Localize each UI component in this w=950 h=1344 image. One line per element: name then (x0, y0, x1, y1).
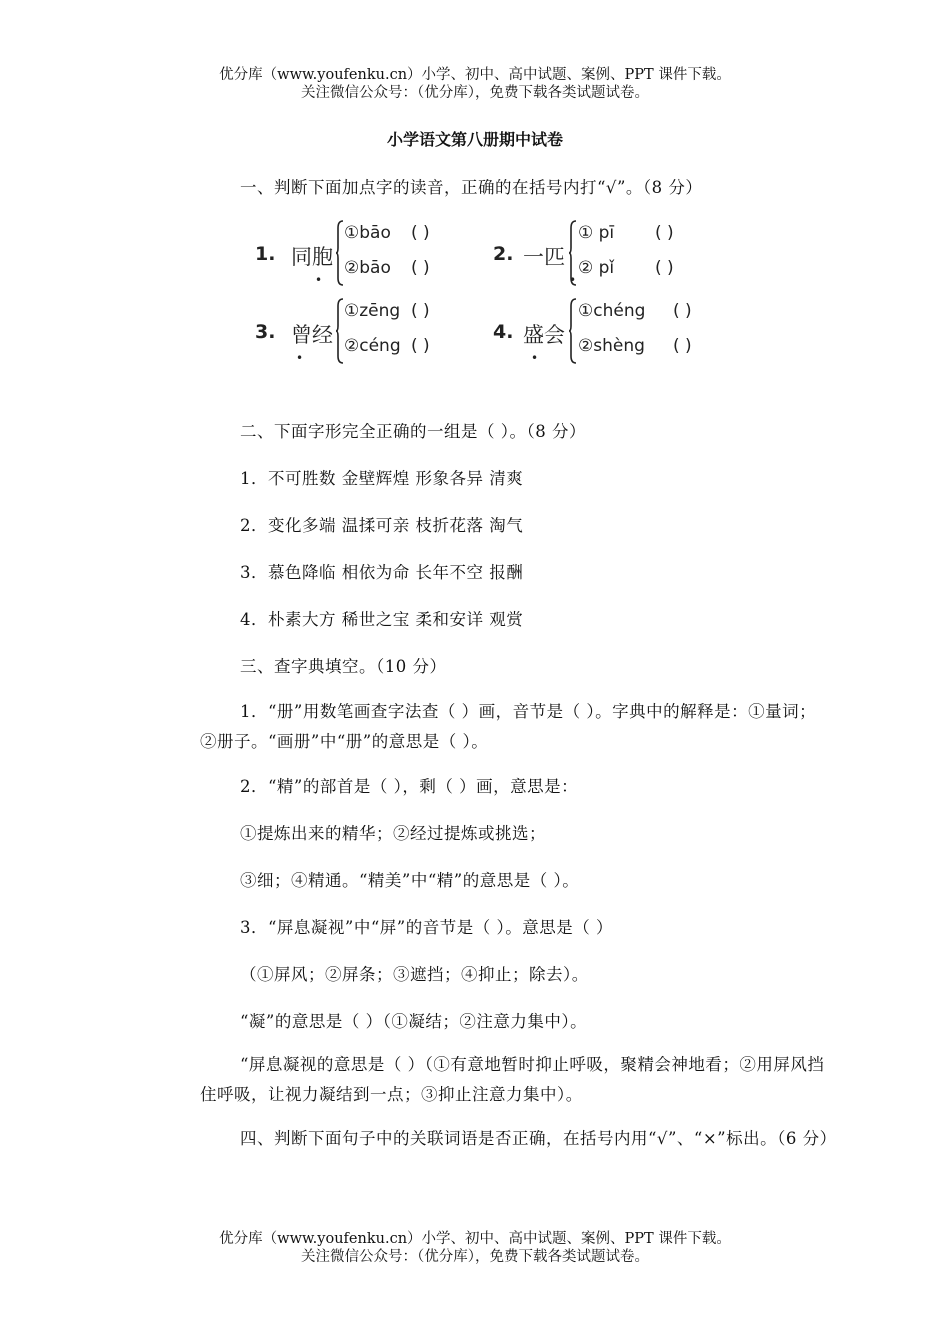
section3-question-1: 1．“册”用数笔画查字法查（ ）画，音节是（ ）。字典中的解释是：①量词；②册子。“画册”中“册”的意思是（ ）。 (200, 702, 817, 751)
item-number: 4. (493, 321, 514, 343)
page-title: 小学语文第八册期中试卷 (386, 130, 563, 149)
item-number: 3. (255, 321, 276, 343)
item-word: 同胞 (291, 245, 333, 269)
answer-blank: ( ) (655, 223, 674, 243)
answer-blank: ( ) (411, 223, 430, 243)
section3-heading: 三、查字典填空。（10 分） (240, 657, 447, 676)
emphasis-dot: • (569, 273, 577, 287)
section3-q3-options: （①屏风；②屏条；③遮挡；④抑止；除去）。 (240, 965, 589, 984)
section2-option-3: 3．慕色降临 相依为命 长年不空 报酬 (240, 563, 524, 582)
option-2: ②bāo (344, 258, 391, 278)
pinyin-item-3 (245, 298, 475, 368)
answer-blank: ( ) (673, 301, 692, 321)
emphasis-dot: • (531, 351, 539, 365)
option-1: ①chéng (578, 301, 646, 321)
emphasis-dot: • (296, 351, 304, 365)
header-line-1: 优分库（www.youfenku.cn）小学、初中、高中试题、案例、PPT 课件下载。 (219, 67, 731, 83)
section3-q2-options-b: ③细；④精通。“精美”中“精”的意思是（ ）。 (240, 871, 580, 890)
answer-blank: ( ) (655, 258, 674, 278)
item-word: 一匹 (523, 245, 565, 269)
item-number: 1. (255, 243, 276, 265)
brace-icon (569, 298, 577, 364)
option-2: ②céng (344, 336, 401, 356)
page-footer (0, 1230, 950, 1266)
item-word: 盛会 (523, 323, 565, 347)
section3-question-3: 3．“屏息凝视”中“屏”的音节是（ ）。意思是（ ） (240, 918, 613, 937)
answer-blank: ( ) (411, 336, 430, 356)
item-number: 2. (493, 243, 514, 265)
brace-icon (336, 220, 344, 286)
footer-line-1: 优分库（www.youfenku.cn）小学、初中、高中试题、案例、PPT 课件下载。 (219, 1231, 731, 1247)
page-header (0, 66, 950, 102)
option-1: ①bāo (344, 223, 391, 243)
section3-question-2: 2．“精”的部首是（ ），剩（ ）画，意思是： (240, 777, 579, 796)
section4-heading: 四、判断下面句子中的关联词语是否正确，在括号内用“√”、“×”标出。（6 分） (240, 1129, 837, 1148)
section1-heading: 一、判断下面加点字的读音，正确的在括号内打“√”。（8 分） (240, 178, 703, 197)
emphasis-dot: • (315, 273, 323, 287)
pinyin-item-1 (245, 220, 475, 290)
answer-blank: ( ) (673, 336, 692, 356)
section2-option-4: 4．朴素大方 稀世之宝 柔和安详 观赏 (240, 610, 524, 629)
section2-heading: 二、下面字形完全正确的一组是（ ）。（8 分） (240, 422, 586, 441)
footer-line-2: 关注微信公众号：（优分库），免费下载各类试题试卷。 (301, 1249, 649, 1265)
option-2: ②shèng (578, 336, 645, 356)
section2-option-1: 1．不可胜数 金壁辉煌 形象各异 清爽 (240, 469, 524, 488)
section3-q3-phrase: “屏息凝视的意思是（ ）（①有意地暂时抑止呼吸，聚精会神地看；②用屏风挡住呼吸，让视力凝结到一点；③抑止注意力集中）。 (200, 1055, 825, 1104)
answer-blank: ( ) (411, 301, 430, 321)
brace-icon (569, 220, 577, 286)
header-line-2: 关注微信公众号：（优分库），免费下载各类试题试卷。 (301, 85, 649, 101)
brace-icon (336, 298, 344, 364)
option-2: ② pǐ (578, 258, 615, 278)
pinyin-item-2 (485, 220, 715, 290)
section2-option-2: 2．变化多端 温揉可亲 枝折花落 淘气 (240, 516, 524, 535)
pinyin-item-4 (485, 298, 715, 368)
option-1: ① pī (578, 223, 615, 243)
answer-blank: ( ) (411, 258, 430, 278)
option-1: ①zēng (344, 301, 401, 321)
pinyin-question-figure (245, 212, 715, 372)
section3-q2-options-a: ①提炼出来的精华；②经过提炼或挑选； (240, 824, 546, 843)
section3-q3-ning: “凝”的意思是（ ）（①凝结；②注意力集中）。 (240, 1012, 588, 1031)
item-word: 曾经 (291, 323, 333, 347)
